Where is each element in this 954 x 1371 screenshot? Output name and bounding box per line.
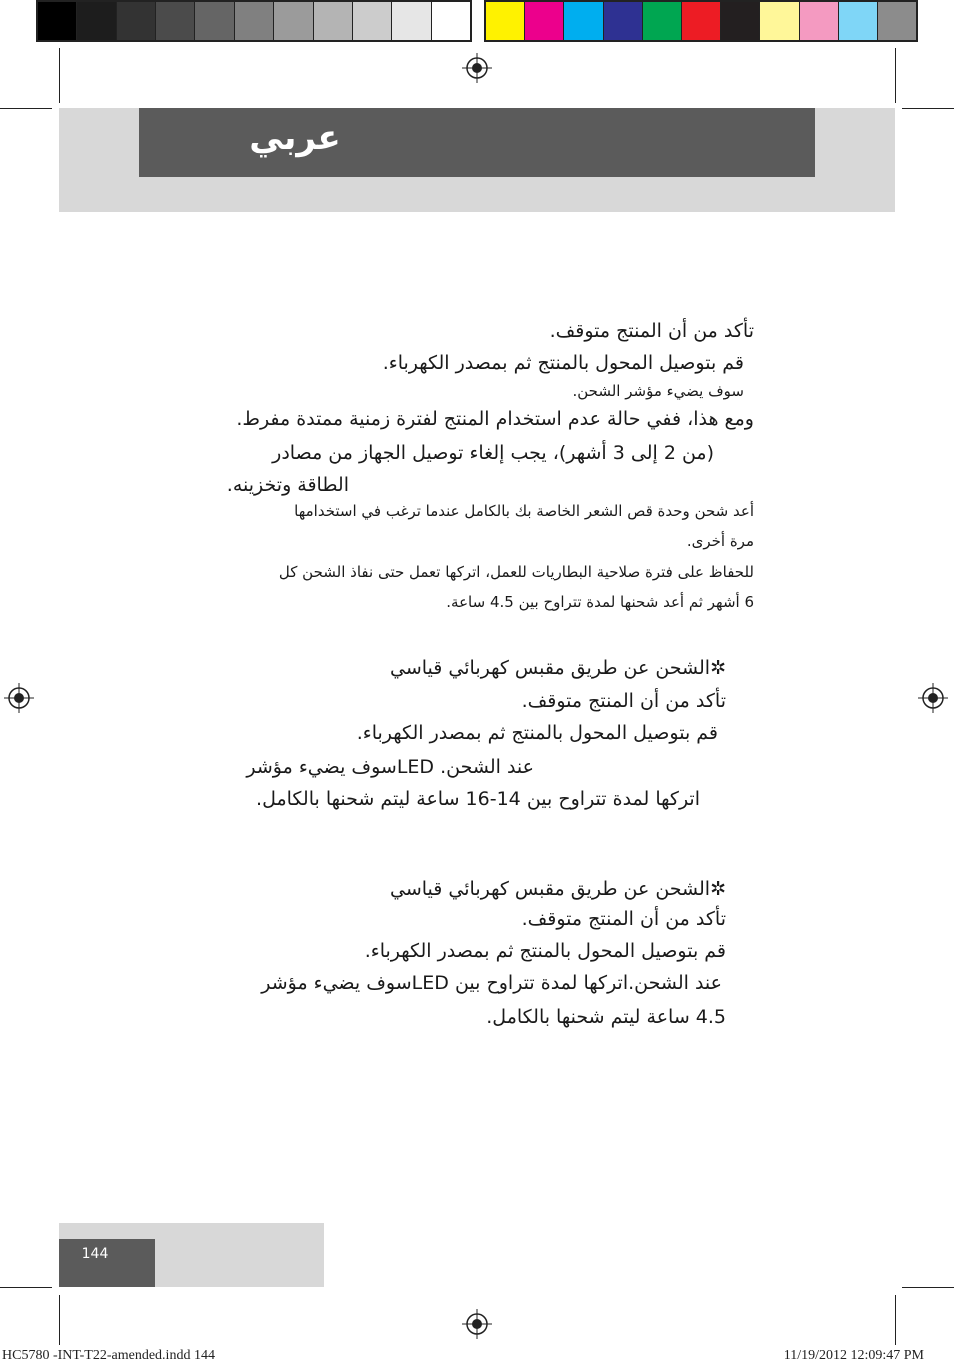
color-swatch: [525, 2, 564, 40]
color-swatch: [839, 2, 878, 40]
text-line: مرة أخرى.: [686, 532, 754, 550]
color-swatch: [353, 2, 392, 40]
registration-mark-icon: [462, 1309, 492, 1339]
text-line: قم بتوصيل المحول بالمنتج ثم بمصدر الكهرباء.: [364, 940, 726, 962]
color-swatch: [38, 2, 77, 40]
text-line: تأكد من أن المنتج متوقف.: [521, 690, 726, 712]
color-swatch: [392, 2, 431, 40]
color-swatch: [235, 2, 274, 40]
text-line: ومع هذا، ففي حالة عدم استخدام المنتج لفترة زمنية ممتدة مفرط.: [236, 408, 754, 430]
text-line: للحفاظ على فترة صلاحية البطاريات للعمل، اتركها تعمل حتى نفاذ الشحن كل: [278, 563, 754, 581]
registration-mark-icon: [918, 683, 948, 713]
registration-mark-icon: [4, 683, 34, 713]
text-line: 6 أشهر ثم أعد شحنها لمدة تتراوح بين 4.5 ساعة.: [446, 593, 754, 611]
subheading: ✲الشحن عن طريق مقبس كهربائي قياسي: [390, 878, 726, 900]
crop-mark-bottom-left-v: [59, 1295, 60, 1345]
text-line: قم بتوصيل المحول بالمنتج ثم بمصدر الكهرباء.: [356, 722, 718, 744]
color-swatch: [156, 2, 195, 40]
slug-timestamp: 11/19/2012 12:09:47 PM: [783, 1348, 924, 1363]
subheading: ✲الشحن عن طريق مقبس كهربائي قياسي: [390, 657, 726, 679]
color-swatch: [878, 2, 916, 40]
color-swatch: [604, 2, 643, 40]
color-swatch: [800, 2, 839, 40]
color-swatch: [77, 2, 116, 40]
registration-mark-icon: [462, 53, 492, 83]
color-swatch: [643, 2, 682, 40]
color-swatch: [486, 2, 525, 40]
text-line: عند الشحن. LEDسوف يضيء مؤشر: [246, 756, 534, 778]
color-swatch: [432, 2, 470, 40]
text-line: قم بتوصيل المحول بالمنتج ثم بمصدر الكهرباء.: [382, 352, 744, 374]
text-line: تأكد من أن المنتج متوقف.: [549, 320, 754, 342]
text-line: (من 2 إلى 3 أشهر)، يجب إلغاء توصيل الجهاز من مصادر: [272, 442, 714, 464]
color-swatch: [564, 2, 603, 40]
crop-mark-top-right-v: [895, 48, 896, 103]
color-swatch: [117, 2, 156, 40]
color-swatch: [274, 2, 313, 40]
slug-filename: HC5780 -INT-T22-amended.indd 144: [2, 1348, 215, 1363]
crop-mark-top-left-v: [59, 48, 60, 103]
process-color-bar: [484, 0, 918, 42]
crop-mark-bottom-right-v: [895, 1295, 896, 1345]
crop-mark-top-right-h: [902, 108, 954, 109]
color-swatch: [760, 2, 799, 40]
text-line: 4.5 ساعة ليتم شحنها بالكامل.: [486, 1006, 726, 1028]
text-line: عند الشحن.اتركها لمدة تتراوح بين LEDسوف يضيء مؤشر: [261, 972, 722, 994]
page-title: عربي: [249, 118, 341, 158]
crop-mark-bottom-left-h: [0, 1287, 52, 1288]
text-line: تأكد من أن المنتج متوقف.: [521, 908, 726, 930]
color-swatch: [195, 2, 234, 40]
sun-icon: ✲: [710, 878, 726, 900]
sun-icon: ✲: [710, 657, 726, 679]
text-line: سوف يضيء مؤشر الشحن.: [572, 382, 744, 400]
text-line: أعد شحن وحدة قص الشعر الخاصة بك بالكامل عندما ترغب في استخدامها: [294, 502, 754, 520]
color-swatch: [314, 2, 353, 40]
crop-mark-top-left-h: [0, 108, 52, 109]
color-swatch: [682, 2, 721, 40]
crop-mark-bottom-right-h: [902, 1287, 954, 1288]
text-line: اتركها لمدة تتراوح بين 14-16 ساعة ليتم شحنها بالكامل.: [256, 788, 700, 810]
color-swatch: [721, 2, 760, 40]
page-number: 144: [81, 1246, 109, 1262]
text-line: الطاقة وتخزينه.: [226, 474, 349, 496]
grayscale-color-bar: [36, 0, 472, 42]
